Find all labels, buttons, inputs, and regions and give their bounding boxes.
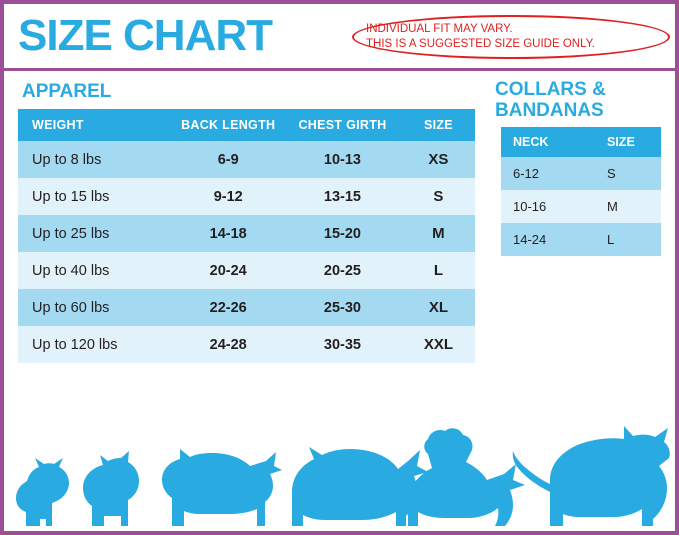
- dog-silhouettes-row: [4, 406, 675, 531]
- chart-body: [4, 71, 675, 363]
- disclaimer-line-1: INDIVIDUAL FIT MAY VARY.: [366, 23, 513, 35]
- apparel-size: XL: [402, 289, 475, 326]
- apparel-chest-girth: 20-25: [283, 252, 402, 289]
- great-dane-silhouette: [513, 426, 670, 526]
- apparel-size: XXL: [402, 326, 475, 363]
- table-row: [501, 190, 661, 223]
- collars-size: L: [597, 223, 661, 256]
- table-row: [18, 178, 475, 215]
- page-title: SIZE CHART: [18, 11, 272, 60]
- table-row: [18, 252, 475, 289]
- apparel-weight: Up to 8 lbs: [18, 141, 173, 178]
- collars-neck: 14-24: [501, 223, 597, 256]
- collars-size: S: [597, 157, 661, 190]
- disclaimer-text: [366, 22, 658, 52]
- collars-title-line-1: COLLARS &: [495, 79, 606, 100]
- apparel-back-length: 22-26: [173, 289, 283, 326]
- apparel-chest-girth: 13-15: [283, 178, 402, 215]
- table-row: [501, 223, 661, 256]
- collars-section-label: [495, 79, 661, 121]
- apparel-back-length: 20-24: [173, 252, 283, 289]
- beagle-silhouette: [162, 449, 282, 526]
- apparel-size: S: [402, 178, 475, 215]
- apparel-col-weight: WEIGHT: [18, 109, 173, 141]
- collars-section: [493, 79, 661, 256]
- apparel-chest-girth: 30-35: [283, 326, 402, 363]
- apparel-size: L: [402, 252, 475, 289]
- apparel-size: XS: [402, 141, 475, 178]
- apparel-weight: Up to 15 lbs: [18, 178, 173, 215]
- table-row: [18, 141, 475, 178]
- apparel-weight: Up to 60 lbs: [18, 289, 173, 326]
- fit-disclaimer: [352, 15, 670, 59]
- table-row: [18, 215, 475, 252]
- pomeranian-silhouette: [16, 458, 69, 526]
- table-row: [501, 157, 661, 190]
- apparel-back-length: 9-12: [173, 178, 283, 215]
- apparel-back-length: 24-28: [173, 326, 283, 363]
- apparel-col-chest-girth: CHEST GIRTH: [283, 109, 402, 141]
- apparel-section: [18, 79, 475, 363]
- apparel-weight: Up to 120 lbs: [18, 326, 173, 363]
- collars-col-size: SIZE: [597, 127, 661, 157]
- collars-neck: 10-16: [501, 190, 597, 223]
- apparel-back-length: 6-9: [173, 141, 283, 178]
- apparel-chest-girth: 25-30: [283, 289, 402, 326]
- apparel-header-row: [18, 109, 475, 141]
- apparel-chest-girth: 10-13: [283, 141, 402, 178]
- apparel-weight: Up to 25 lbs: [18, 215, 173, 252]
- collars-table: [501, 127, 661, 256]
- apparel-col-size: SIZE: [402, 109, 475, 141]
- collars-neck: 6-12: [501, 157, 597, 190]
- apparel-size: M: [402, 215, 475, 252]
- terrier-silhouette: [408, 428, 525, 526]
- apparel-chest-girth: 15-20: [283, 215, 402, 252]
- disclaimer-line-2: THIS IS A SUGGESTED SIZE GUIDE ONLY.: [366, 38, 595, 50]
- apparel-table: [18, 109, 475, 363]
- spaniel-silhouette: [292, 447, 428, 526]
- collars-col-neck: NECK: [501, 127, 597, 157]
- collars-title-line-2: BANDANAS: [495, 100, 604, 121]
- apparel-weight: Up to 40 lbs: [18, 252, 173, 289]
- collars-header-row: [501, 127, 661, 157]
- pug-silhouette: [83, 451, 139, 526]
- table-row: [18, 326, 475, 363]
- apparel-section-label: APPAREL: [22, 81, 112, 102]
- collars-size: M: [597, 190, 661, 223]
- apparel-back-length: 14-18: [173, 215, 283, 252]
- apparel-col-back-length: BACK LENGTH: [173, 109, 283, 141]
- page-header: [4, 4, 675, 66]
- table-row: [18, 289, 475, 326]
